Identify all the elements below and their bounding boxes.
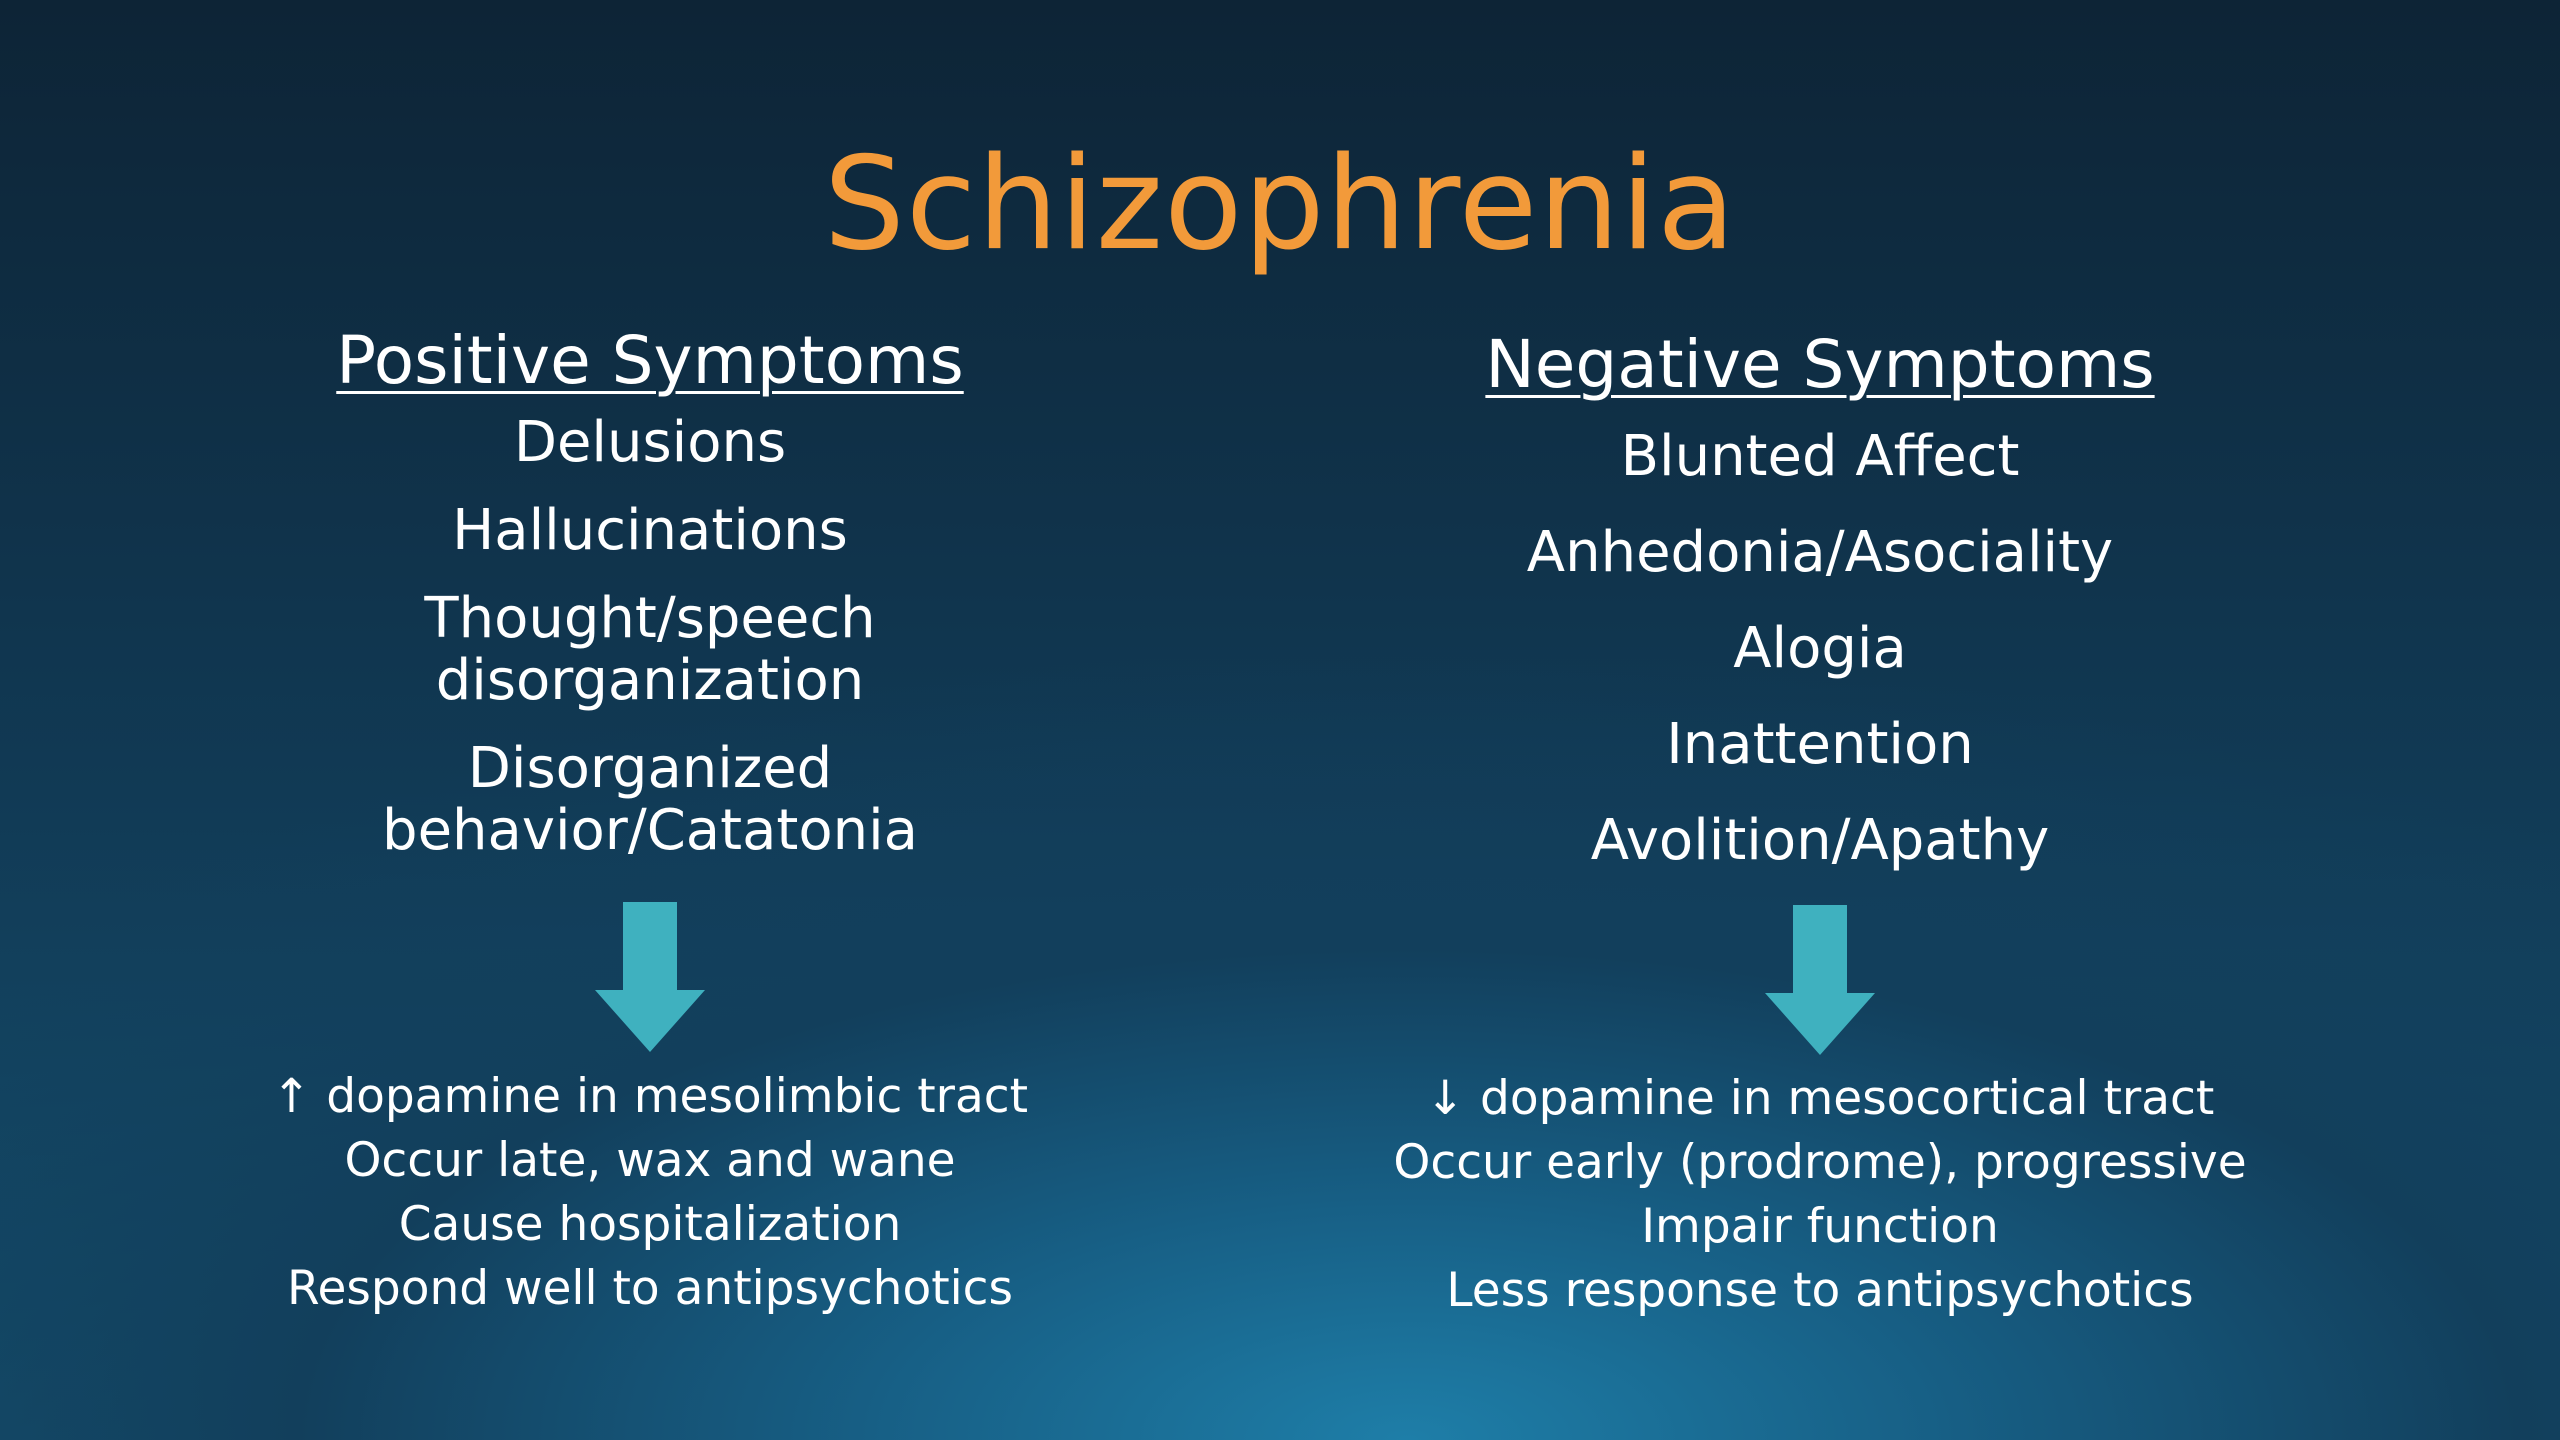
positive-symptoms-heading: Positive Symptoms	[336, 322, 964, 399]
negative-note: ↓ dopamine in mesocortical tract	[1425, 1071, 2215, 1126]
positive-note: ↑ dopamine in mesolimbic tract	[271, 1069, 1029, 1124]
positive-symptoms-column	[150, 318, 1150, 888]
positive-symptom-item: Thought/speech disorganization	[424, 586, 876, 713]
positive-symptoms-notes	[150, 1065, 1150, 1321]
positive-symptom-item: Disorganized behavior/Catatonia	[382, 736, 918, 863]
negative-note: Less response to antipsychotics	[1446, 1263, 2194, 1318]
down-arrow-icon	[1765, 905, 1875, 1055]
negative-symptom-item: Anhedonia/Asociality	[1526, 520, 2114, 585]
negative-symptom-item: Blunted Affect	[1620, 424, 2020, 489]
positive-symptom-item: Hallucinations	[452, 498, 848, 563]
negative-symptom-item: Alogia	[1733, 616, 1907, 681]
negative-symptoms-column	[1320, 322, 2320, 906]
positive-note: Occur late, wax and wane	[344, 1133, 956, 1188]
down-arrow-icon	[595, 902, 705, 1052]
slide-title: Schizophrenia	[823, 130, 1737, 279]
positive-symptom-item: Delusions	[513, 410, 787, 475]
negative-symptom-item: Inattention	[1666, 712, 1974, 777]
positive-symptoms-list	[150, 412, 1150, 862]
negative-symptom-item: Avolition/Apathy	[1590, 808, 2050, 873]
negative-note: Impair function	[1641, 1199, 1999, 1254]
negative-symptoms-notes	[1320, 1067, 2320, 1323]
negative-symptoms-heading: Negative Symptoms	[1485, 326, 2155, 403]
negative-note: Occur early (prodrome), progressive	[1393, 1135, 2247, 1190]
positive-note: Respond well to antipsychotics	[286, 1261, 1014, 1316]
positive-note: Cause hospitalization	[398, 1197, 902, 1252]
negative-symptoms-list	[1320, 426, 2320, 872]
